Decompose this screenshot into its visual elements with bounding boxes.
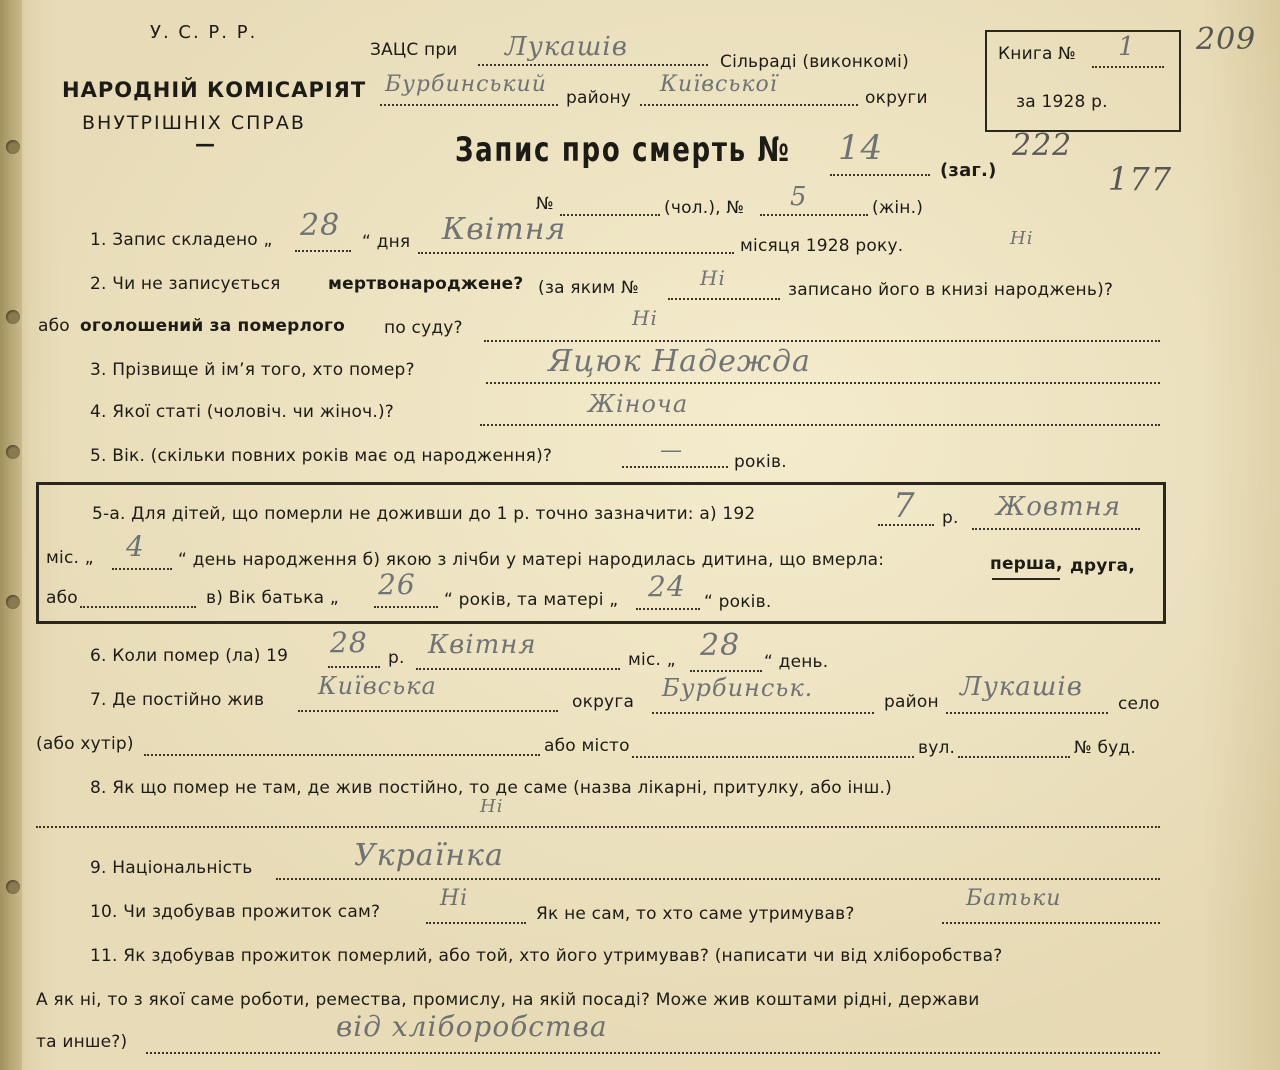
q2b-prefix: або [38, 316, 70, 336]
q11-line [146, 1052, 1160, 1054]
zhin-line [760, 214, 868, 216]
q7-rayon: район [884, 692, 939, 712]
q7b-vul-line [958, 756, 1070, 758]
q7b-misto: або місто [544, 736, 630, 756]
record-title: Запис про смерть № [455, 130, 791, 170]
q2-line [668, 298, 780, 300]
okruga-label: округи [865, 88, 928, 108]
q2b-line [484, 340, 1160, 342]
q7-selo-line [946, 712, 1108, 714]
q6-mis: міс. „ [628, 650, 676, 670]
q7-prefix: 7. Де постійно жив [90, 690, 265, 710]
q5a-father-label: в) Вік батька „ [206, 588, 339, 608]
q3-line [486, 382, 1160, 384]
book-handwriting: 1 [1118, 32, 1136, 62]
q5a-abo-line [80, 606, 196, 608]
q5a-father-line [374, 606, 438, 608]
q7-okruga-handwriting: Київська [318, 672, 437, 700]
q2b-suffix: по суду? [384, 318, 463, 338]
q5a-mis: міс. „ [46, 548, 94, 568]
corner-number: 209 [1196, 22, 1257, 57]
q5a-mother-label: “ років, та матері „ [444, 590, 619, 610]
q5a-mother-line [636, 608, 700, 610]
q4-label: 4. Якої статі (чоловіч. чи жіноч.)? [90, 402, 395, 422]
q2b-bold: оголошений за померлого [80, 316, 346, 336]
year-label: за 1928 р. [1016, 92, 1108, 112]
q5a-end: “ років. [704, 592, 772, 612]
binding-hole [6, 140, 20, 154]
q2-prefix: 2. Чи не записується [90, 274, 281, 294]
q5a-year-handwriting: 7 [893, 486, 916, 526]
zhin-label: (жін.) [872, 198, 924, 218]
q2-bold: мертвонароджене? [328, 274, 524, 294]
q7b-prefix: (або хутір) [36, 734, 134, 754]
q10-handwriting: Ні [440, 886, 469, 911]
q5a-line2: “ день народження б) якою з лічби у матері народилась дитина, що вмерла: [178, 550, 885, 570]
q5-handwriting: — [660, 438, 683, 463]
q4-line [480, 424, 1160, 426]
q7-selo-handwriting: Лукашів [960, 672, 1083, 702]
q8-line [36, 826, 1160, 828]
q5-suffix: років. [734, 452, 787, 472]
q6-year-handwriting: 28 [330, 626, 368, 659]
department-header: ВНУТРІШНІХ СПРАВ [82, 112, 306, 134]
q10-line [426, 922, 526, 924]
q5-line [622, 466, 728, 468]
q6-r: р. [388, 648, 405, 668]
q1-mid: “ дня [362, 232, 411, 252]
q6-month-line [416, 668, 620, 670]
q2-mid: (за яким № [538, 278, 639, 298]
q7b-misto-line [632, 756, 914, 758]
zags-line [478, 64, 708, 66]
zag-label: (заг.) [940, 160, 997, 181]
q1-month-handwriting: Квітня [442, 212, 567, 247]
okruga-line [640, 104, 858, 106]
q1-day-handwriting: 28 [300, 208, 341, 243]
q9-handwriting: Українка [354, 838, 504, 873]
q5a-month-line [972, 528, 1140, 530]
q5a-mother-handwriting: 24 [648, 570, 686, 603]
q5a-month-handwriting: Жовтня [996, 492, 1121, 522]
q7-selo: село [1118, 694, 1160, 714]
binding-hole [6, 310, 20, 324]
q5a-day-handwriting: 4 [126, 530, 145, 563]
q2-handwriting: Ні [700, 266, 726, 290]
district-handwriting: Бурбинський [385, 72, 547, 97]
q9-label: 9. Національність [90, 858, 253, 878]
q10-line2 [942, 922, 1160, 924]
binding-hole [6, 880, 20, 894]
q4-handwriting: Жіноча [588, 390, 689, 418]
council-label: Сільраді (виконкомі) [720, 52, 909, 72]
first-underline [992, 578, 1060, 580]
side-number-handwriting: 177 [1108, 160, 1173, 198]
district-line [380, 104, 558, 106]
chol-prefix: № [536, 194, 554, 214]
zhin-handwriting: 5 [790, 182, 808, 212]
q10-mid: Як не сам, то хто саме утримував? [536, 904, 855, 924]
book-line [1092, 66, 1164, 68]
q3-label: 3. Прізвище й ім’я того, хто помер? [90, 360, 415, 380]
commissariat-header: НАРОДНІЙ КОМІСАРІЯТ [62, 78, 367, 102]
q11-line3: та инше?) [36, 1032, 128, 1052]
q1-prefix: 1. Запис складено „ [90, 230, 273, 250]
republic-header: У. С. Р. Р. [150, 22, 258, 43]
q5-label: 5. Вік. (скільки повних років має од народження)? [90, 446, 553, 466]
q6-month-handwriting: Квітня [428, 630, 537, 660]
title-number-line [830, 174, 930, 176]
q7-rayon-handwriting: Бурбинськ. [662, 674, 814, 702]
q5a-second: друга, [1070, 556, 1135, 576]
q11-handwriting: від хліборобства [336, 1010, 608, 1043]
q10-label: 10. Чи здобував прожиток сам? [90, 902, 381, 922]
q7-rayon-line [652, 712, 874, 714]
q1-mark: Ні [1010, 228, 1034, 249]
q7b-bud: № буд. [1074, 738, 1136, 758]
q6-day-handwriting: 28 [700, 628, 741, 663]
q5a-first: перша, [990, 554, 1063, 574]
q6-end: “ день. [764, 652, 829, 672]
q7-okruga: округа [572, 692, 635, 712]
zag-number-handwriting: 222 [1012, 128, 1073, 163]
q10-handwriting2: Батьки [966, 886, 1062, 911]
zags-prefix: ЗАЦС при [370, 40, 458, 60]
q11-line2: А як ні, то з якої саме роботи, ремества, промислу, на якій посаді? Може жив коштами рідні, держави [36, 990, 980, 1010]
q1-day-line [295, 250, 351, 252]
q7-okruga-line [298, 710, 558, 712]
binding-hole [6, 445, 20, 459]
binding-hole [6, 595, 20, 609]
q7b-khutir-line [144, 754, 540, 756]
okruga-handwriting: Київської [660, 72, 778, 97]
q3-handwriting: Яцюк Надежда [548, 344, 811, 379]
q5a-abo: або [46, 588, 78, 608]
q7b-vul: вул. [918, 738, 956, 758]
district-label: району [566, 88, 632, 108]
q6-prefix: 6. Коли помер (ла) 19 [90, 646, 289, 666]
binding-spine [0, 0, 22, 1070]
q5a-line1: 5-а. Для дітей, що померли не доживши до 1 р. точно зазначити: а) 192 [92, 504, 756, 524]
q5a-father-handwriting: 26 [378, 568, 416, 601]
title-number-handwriting: 14 [838, 128, 884, 168]
chol-line [560, 214, 660, 216]
q6-year-line [328, 666, 380, 668]
chol-label: (чол.), № [664, 198, 745, 218]
q6-day-line [690, 670, 762, 672]
q1-month-line [418, 252, 734, 254]
q2-suffix: записано його в книзі народжень)? [788, 280, 1114, 300]
q11-line1: 11. Як здобував прожиток померлий, або той, хто його утримував? (написати чи від хліборобства? [90, 946, 1003, 966]
q8-label: 8. Як що помер не там, де жив постійно, то де саме (назва лікарні, притулку, або інш.) [90, 778, 892, 798]
q2b-handwriting: Ні [632, 306, 658, 330]
book-label: Книга № [998, 44, 1077, 64]
q1-suffix: місяця 1928 року. [740, 236, 904, 256]
q5a-r: р. [942, 508, 959, 528]
q9-line [276, 878, 1160, 880]
header-dash: — [195, 132, 216, 156]
q5a-day-line [112, 568, 172, 570]
q8-handwriting: Ні [480, 796, 504, 817]
zags-handwriting: Лукашів [505, 32, 628, 62]
